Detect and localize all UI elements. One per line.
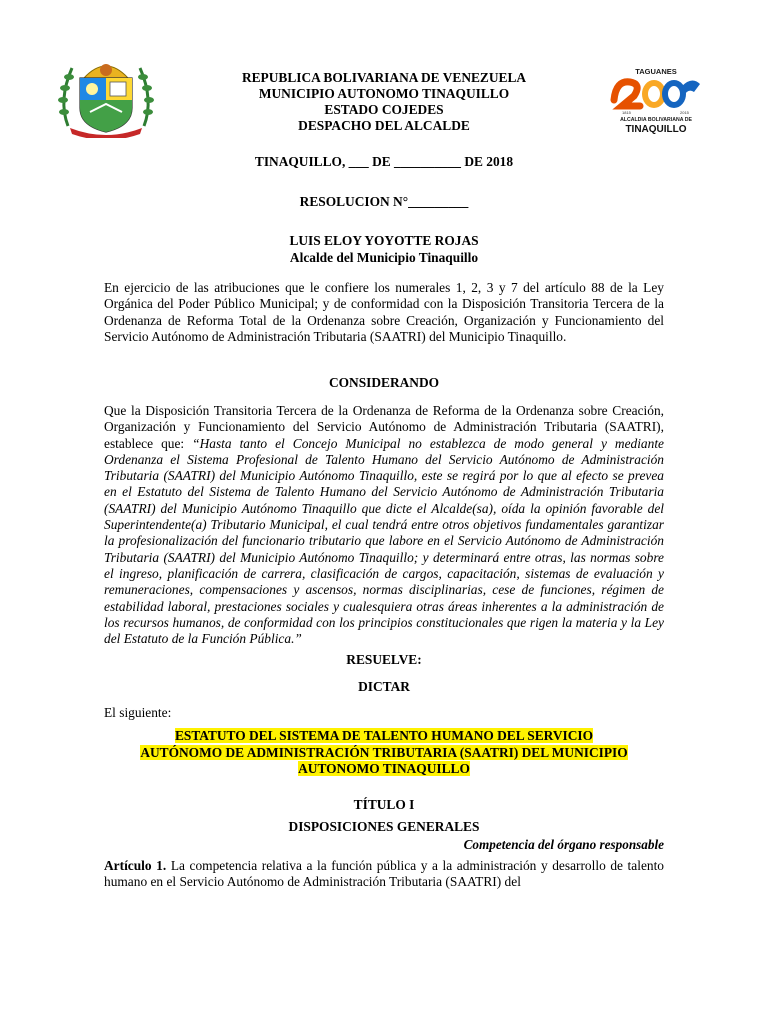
document-header — [160, 70, 608, 134]
logo-year-right: 2015 — [680, 110, 689, 115]
mayor-title: Alcalde del Municipio Tinaquillo — [289, 250, 479, 265]
titulo-heading: TÍTULO I — [353, 797, 415, 812]
statute-title — [104, 728, 664, 778]
considerando-text: Que la Disposición Transitoria Tercera de la Ordenanza de Reforma de la Ordenanza sobre Creación, Organización y Funcionamiento del Servicio Autónomo de Administración Tributaria (SAATRI), establece que: — [104, 403, 664, 451]
header-line-3: ESTADO COJEDES — [324, 102, 444, 117]
resolution-number: RESOLUCION N°_________ — [299, 194, 469, 209]
header-line-2: MUNICIPIO AUTONOMO TINAQUILLO — [258, 86, 510, 101]
statute-title-line-3: AUTONOMO TINAQUILLO — [298, 761, 470, 776]
logo-bottom-text: TINAQUILLO — [625, 124, 687, 134]
articulo-1-text: La competencia relativa a la función pública y a la administración y desarrollo de talento humano en el Servicio Autónomo de Administración Tributaria (SAATRI) del — [104, 858, 664, 890]
alcaldia-tinaquillo-logo — [608, 66, 704, 134]
statute-title-line-1: ESTATUTO DEL SISTEMA DE TALENTO HUMANO DEL SERVICIO — [174, 728, 594, 743]
mayor-name: LUIS ELOY YOYOTTE ROJAS — [289, 233, 479, 248]
articulo-1-paragraph — [104, 858, 664, 891]
competencia-subheading: Competencia del órgano responsable — [463, 837, 664, 852]
logo-sub-text: ALCALDIA BOLIVARIANA DE — [620, 117, 692, 123]
resuelve-heading: RESUELVE: — [346, 652, 422, 667]
header-line-1: REPUBLICA BOLIVARIANA DE VENEZUELA — [241, 70, 527, 85]
header-line-4: DESPACHO DEL ALCALDE — [298, 118, 470, 133]
considerando-paragraph — [104, 403, 664, 647]
logo-top-text: TAGUANES — [635, 67, 677, 76]
disposiciones-heading: DISPOSICIONES GENERALES — [288, 819, 480, 834]
el-siguiente-text: El siguiente: — [104, 705, 172, 720]
articulo-1-label: Artículo 1. — [104, 858, 167, 873]
dictar-heading: DICTAR — [358, 679, 410, 694]
considerando-quote: “Hasta tanto el Concejo Municipal no establezca de modo general y mediante Ordenanza el Sistema Profesional de Talento Humano del Servicio Autónomo de Administración Tributaria (SAATRI) del Municipio Autónomo Tinaquillo, este se regirá por lo que al efecto se prevea en el Estatuto del Sistema de Talento Humano del Servicio Autónomo de Administración Tributaria (SAATRI) del Municipio Autónomo Tinaquillo que dicte el Alcalde(sa), oída la opinión favorable del Superintendente(a) Tributario Municipal, el cual tendrá entre otros objetivos fundamentales garantizar la profesionalización del funcionario tributario que labore en el Servicio Autónomo de Administración Tributaria (SAATRI) del Municipio Autónomo Tinaquillo; y determinará entre otras, las normas sobre el ingreso, planificación de carrera, clasificación de cargos, capacitación, sistemas de evaluación y remuneraciones, compensaciones y ascensos, normas disciplinarias, cese de funciones, régimen de estabilidad laboral, prestaciones sociales y cualesquiera otras áreas inherentes a la administración de los recursos humanos, de conformidad con los principios constitucionales que rigen la materia y la Ley del Estatuto de la Función Pública.” — [104, 435, 664, 647]
place-date-line: TINAQUILLO, ___ DE __________ DE 2018 — [254, 154, 514, 169]
intro-paragraph: En ejercicio de las atribuciones que le confiere los numerales 1, 2, 3 y 7 del artículo 88 de la Ley Orgánica del Poder Público Municipal; y de conformidad con la Disposición Transitoria Tercera de la Ordenanza de Reforma Total de la Ordenanza sobre Creación, Organización y Funcionamiento del Servicio Autónomo de Administración Tributaria (SAATRI) del Municipio Tinaquillo. — [104, 280, 664, 344]
logo-year-left: 1815 — [622, 110, 631, 115]
considerando-heading: CONSIDERANDO — [328, 375, 440, 390]
statute-title-line-2: AUTÓNOMO DE ADMINISTRACIÓN TRIBUTARIA (SAATRI) DEL MUNICIPIO — [140, 744, 628, 760]
coat-of-arms-logo — [54, 56, 158, 138]
